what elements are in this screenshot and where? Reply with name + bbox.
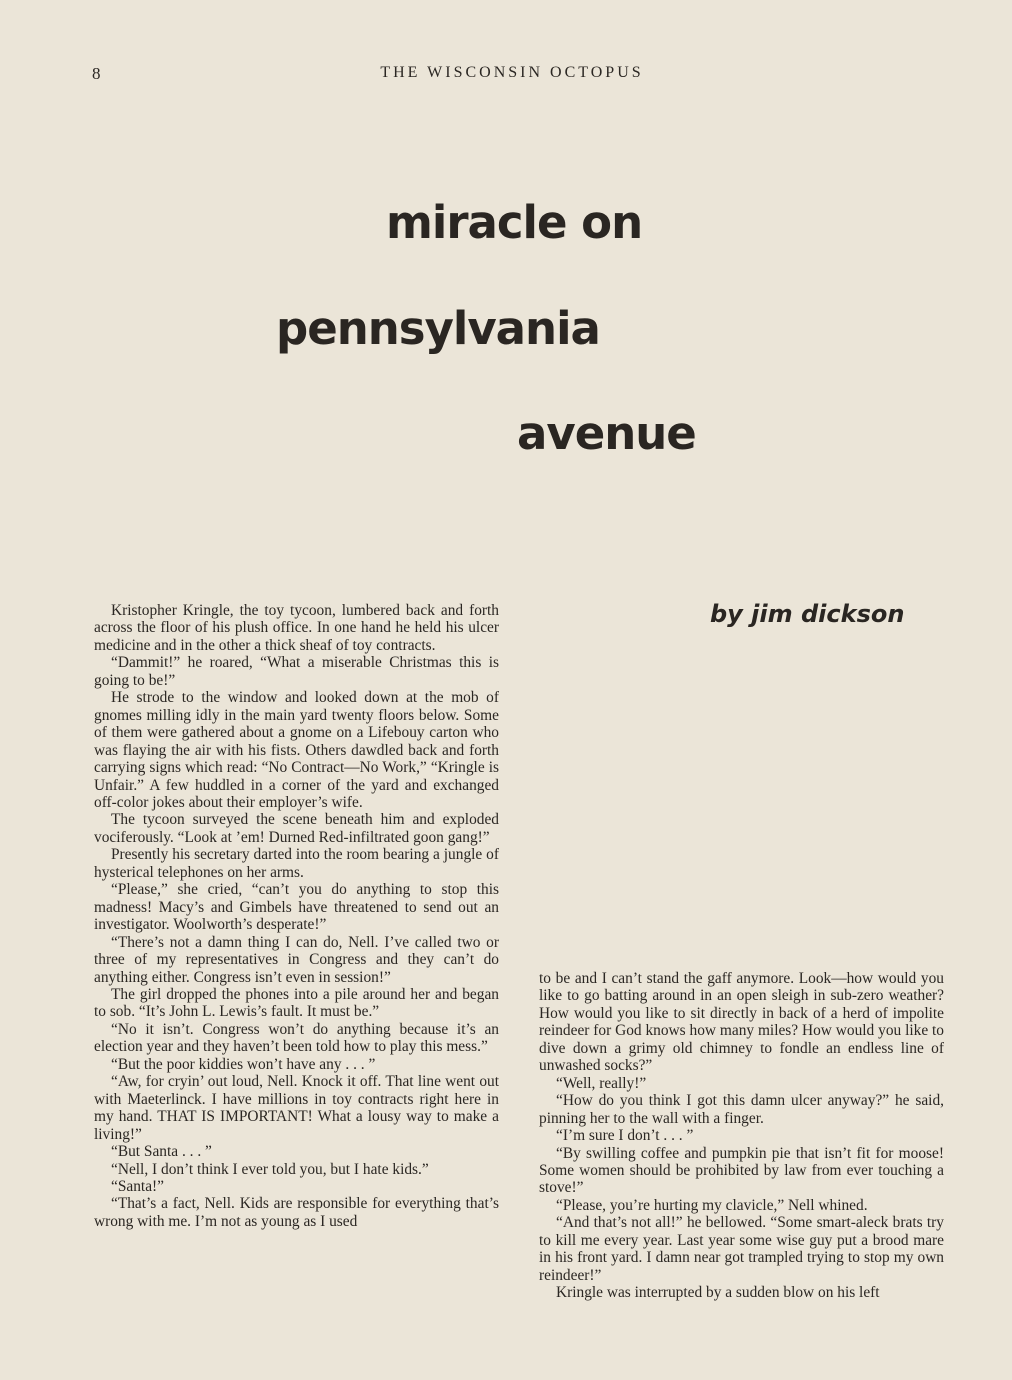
paragraph: “I’m sure I don’t . . . ” (556, 1127, 694, 1145)
paragraph: He strode to the window and looked down at the mob of gnomes milling idly in the main yard twenty floors below. Some of them were gathered about a gnome on a Lifebouy carton who was flaying the air with his fists. Others dawdled back and forth carrying signs which read: “No Contract—No Work,” “Kringle is Unfair.” A few huddled in a corner of the yard and exchanged off-color jokes about their employer’s wife. (94, 689, 499, 811)
paragraph: “Well, really!” (556, 1074, 647, 1092)
left-text-column (94, 602, 499, 1230)
paragraph: “Nell, I don’t think I ever told you, but I hate kids.” (111, 1160, 429, 1178)
paragraph: “That’s a fact, Nell. Kids are responsible for everything that’s wrong with me. I’m not as young as I used (94, 1195, 499, 1230)
paragraph: “Santa!” (111, 1177, 164, 1195)
paragraph: Kringle was interrupted by a sudden blow on his left (556, 1284, 880, 1302)
article-title-line-3: avenue (517, 407, 696, 460)
paragraph: The girl dropped the phones into a pile around her and began to sob. “It’s John L. Lewis’s fault. It must be.” (94, 985, 499, 1021)
paragraph: Presently his secretary darted into the room bearing a jungle of hysterical telephones on her arms. (94, 846, 499, 881)
right-text-column (539, 970, 944, 1302)
paragraph: Kristopher Kringle, the toy tycoon, lumbered back and forth across the floor of his plush office. In one hand he held his ulcer medicine and in the other a thick sheaf of toy contracts. (94, 602, 499, 654)
paragraph: “Please, you’re hurting my clavicle,” Nell whined. (556, 1196, 868, 1214)
paragraph: “By swilling coffee and pumpkin pie that isn’t fit for moose! Some women should be prohibited by law from ever touching a stove!” (539, 1144, 944, 1197)
paragraph: The tycoon surveyed the scene beneath him and exploded vociferously. “Look at ’em! Durned Red-infiltrated goon gang!” (94, 811, 499, 846)
article-title-line-1: miracle on (386, 196, 643, 249)
paragraph: “Dammit!” he roared, “What a miserable Christmas this is going to be!” (94, 654, 499, 689)
paragraph: “No it isn’t. Congress won’t do anything because it’s an election year and they haven’t been told how to play this mess.” (94, 1020, 499, 1056)
paragraph: “Please,” she cried, “can’t you do anything to stop this madness! Macy’s and Gimbels have threatened to send out an investigator. Woolworth’s desperate!” (94, 881, 499, 934)
paragraph: “But the poor kiddies won’t have any . . . ” (111, 1055, 376, 1073)
paragraph: “How do you think I got this damn ulcer anyway?” he said, pinning her to the wall with a finger. (539, 1092, 944, 1127)
byline: by jim dickson (710, 600, 905, 628)
paragraph: “But Santa . . . ” (111, 1143, 212, 1161)
publication-title: THE WISCONSIN OCTOPUS (380, 64, 644, 81)
paragraph: to be and I can’t stand the gaff anymore. Look—how would you like to go batting around in an open sleigh in sub-zero weather? How would you like to sit directly in back of a herd of impolite reindeer for God knows how many miles? How would you like to dive down a grimy old chimney to fondle an endless line of unwashed socks?” (539, 970, 944, 1075)
paragraph: “There’s not a damn thing I can do, Nell. I’ve called two or three of my representatives in Congress and they can’t do anything either. Congress isn’t even in session!” (94, 933, 499, 986)
article-title-line-2: pennsylvania (276, 302, 600, 355)
paragraph: “And that’s not all!” he bellowed. “Some smart-aleck brats try to kill me every year. Last year some wise guy put a brood mare in his front yard. I damn near got trampled trying to stop my own reindeer!” (539, 1214, 944, 1284)
page-number: 8 (92, 64, 101, 83)
paragraph: “Aw, for cryin’ out loud, Nell. Knock it off. That line went out with Maeterlinck. I have millions in toy contracts right here in my hand. THAT IS IMPORTANT! What a lousy way to make a living!” (94, 1073, 499, 1143)
